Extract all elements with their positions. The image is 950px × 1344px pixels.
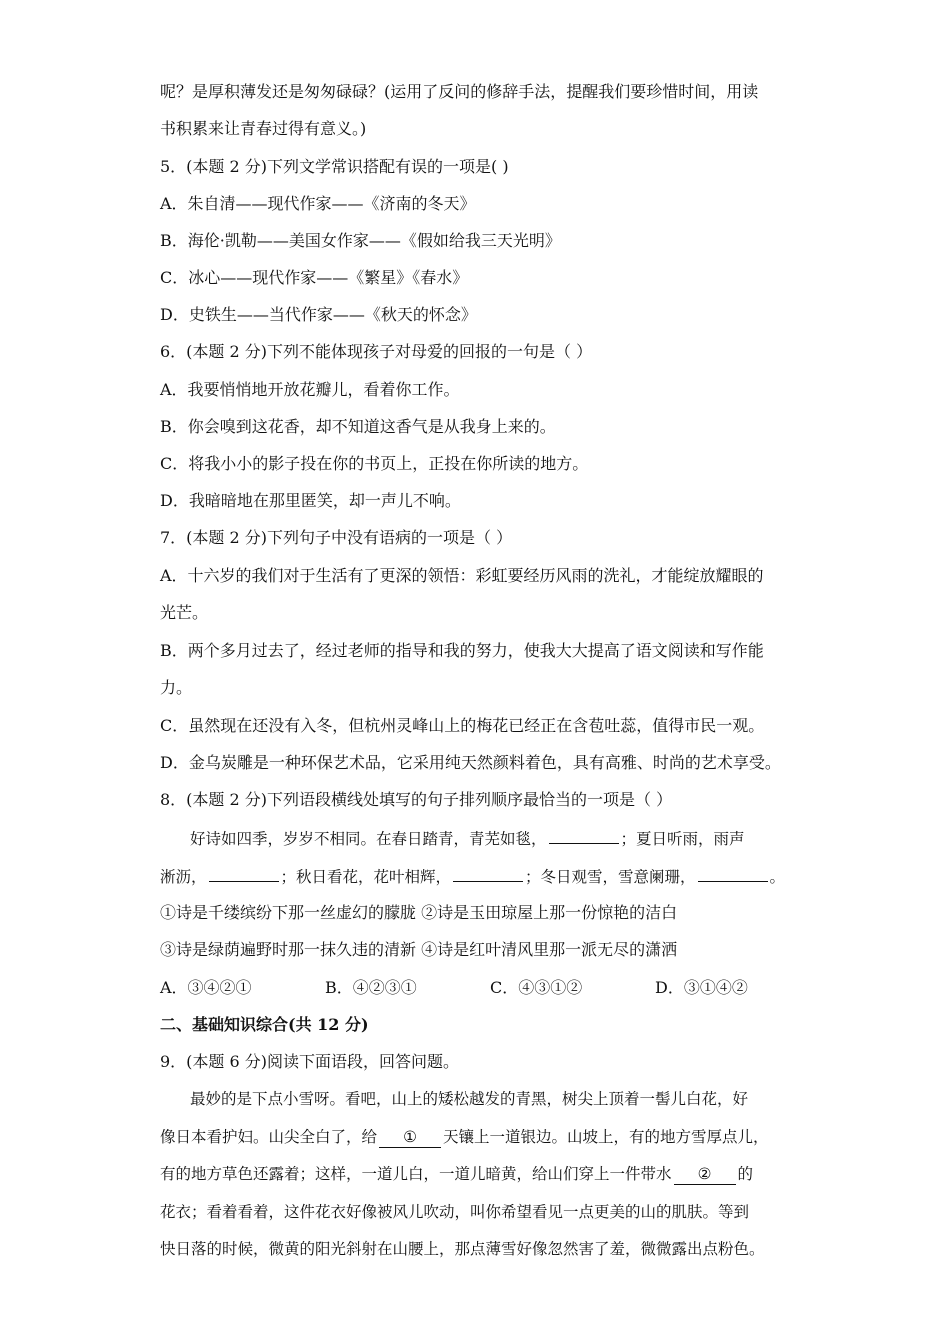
answer-blank [453, 865, 523, 882]
blank-1: ① [379, 1127, 441, 1148]
q8-passage-line2 [160, 865, 785, 885]
answer-blank [549, 827, 619, 844]
answer-blank [209, 865, 279, 882]
q7-option-d: D．金乌炭雕是一种环保艺术品，它采用纯天然颜料着色，具有高雅、时尚的艺术享受。 [160, 753, 781, 772]
q5-option-d: D．史铁生——当代作家——《秋天的怀念》 [160, 305, 477, 324]
q8-option-c: C．④③①② [490, 978, 583, 997]
q8-passage-text: 好诗如四季，岁岁不相同。在春日踏青，青芜如毯， [190, 830, 547, 848]
q9-passage-text: 有的地方草色还露着；这样，一道儿白，一道儿暗黄，给山们穿上一件带水 [160, 1165, 672, 1183]
question-6: 6．(本题 2 分)下列不能体现孩子对母爱的回报的一句是（ ） [160, 342, 593, 361]
q8-passage-text: ；冬日观雪，雪意阑珊， [525, 868, 696, 886]
q8-passage-line1 [190, 827, 745, 847]
question-7: 7．(本题 2 分)下列句子中没有语病的一项是（ ） [160, 528, 513, 547]
q8-passage-text: 。 [769, 868, 786, 886]
question-8: 8．(本题 2 分)下列语段横线处填写的句子排列顺序最恰当的一项是（ ） [160, 790, 673, 809]
q7-option-a-line1: A．十六岁的我们对于生活有了更深的领悟：彩虹要经历风雨的洗礼，才能绽放耀眼的 [160, 566, 764, 585]
q8-option-a: A．③④②① [160, 978, 252, 997]
q9-passage-line3 [160, 1164, 753, 1184]
q8-passage-text: ；秋日看花，花叶相辉， [280, 868, 452, 886]
q9-passage-line1: 最妙的是下点小雪呀。看吧，山上的矮松越发的青黑，树尖上顶着一髻儿白花，好 [190, 1090, 749, 1108]
q6-option-a: A．我要悄悄地开放花瓣儿，看着你工作。 [160, 380, 460, 399]
q6-option-c: C．将我小小的影子投在你的书页上，正投在你所读的地方。 [160, 454, 589, 473]
q8-option-b: B．④②③① [325, 978, 417, 997]
q8-option-d: D．③①④② [655, 978, 748, 997]
q6-option-d: D．我暗暗地在那里匿笑，却一声儿不响。 [160, 491, 461, 510]
question-9: 9．(本题 6 分)阅读下面语段，回答问题。 [160, 1052, 460, 1071]
q9-passage-text: 的 [737, 1165, 754, 1183]
q8-options [160, 978, 748, 998]
q9-passage-line5: 快日落的时候，微黄的阳光斜射在山腰上，那点薄雪好像忽然害了羞，微微露出点粉色。 [160, 1240, 765, 1258]
q7-option-a-line2: 光芒。 [160, 603, 209, 622]
q8-passage-text: ；夏日听雨，雨声 [620, 830, 745, 848]
answer-blank [698, 865, 768, 882]
q9-passage-line4: 花衣；看着看着，这件花衣好像被风儿吹动，叫你希望看见一点更美的山的肌肤。等到 [160, 1203, 750, 1221]
q8-passage-text: 淅沥， [160, 868, 207, 886]
q8-sentences-1-2: ①诗是千缕缤纷下那一丝虚幻的朦胧 ②诗是玉田琼屋上那一份惊艳的洁白 [160, 903, 678, 922]
q7-option-b-line2: 力。 [160, 678, 193, 697]
section-2-heading: 二、基础知识综合(共 12 分) [160, 1015, 369, 1034]
q9-passage-line2 [160, 1127, 769, 1147]
answer-line-2: 书积累来让青春过得有意义。) [160, 119, 367, 138]
q9-passage-text: 像日本看护妇。山尖全白了，给 [160, 1128, 378, 1146]
q5-option-c: C．冰心——现代作家——《繁星》《春水》 [160, 268, 469, 287]
answer-line-1: 呢？是厚积薄发还是匆匆碌碌？(运用了反问的修辞手法，提醒我们要珍惜时间，用读 [160, 82, 759, 101]
question-5: 5．(本题 2 分)下列文学常识搭配有误的一项是( ) [160, 157, 509, 176]
q5-option-a: A．朱自清——现代作家——《济南的冬天》 [160, 194, 476, 213]
blank-2: ② [674, 1164, 736, 1185]
q6-option-b: B．你会嗅到这花香，却不知道这香气是从我身上来的。 [160, 417, 556, 436]
q5-option-b: B．海伦·凯勒——美国女作家——《假如给我三天光明》 [160, 231, 561, 250]
q9-passage-text: 天镶上一道银边。山坡上，有的地方雪厚点儿， [443, 1128, 769, 1146]
q7-option-b-line1: B．两个多月过去了，经过老师的指导和我的努力，使我大大提高了语文阅读和写作能 [160, 641, 764, 660]
q8-sentences-3-4: ③诗是绿荫遍野时那一抹久违的清新 ④诗是红叶清风里那一派无尽的潇洒 [160, 940, 678, 959]
q7-option-c: C．虽然现在还没有入冬，但杭州灵峰山上的梅花已经正在含苞吐蕊，值得市民一观。 [160, 716, 765, 735]
